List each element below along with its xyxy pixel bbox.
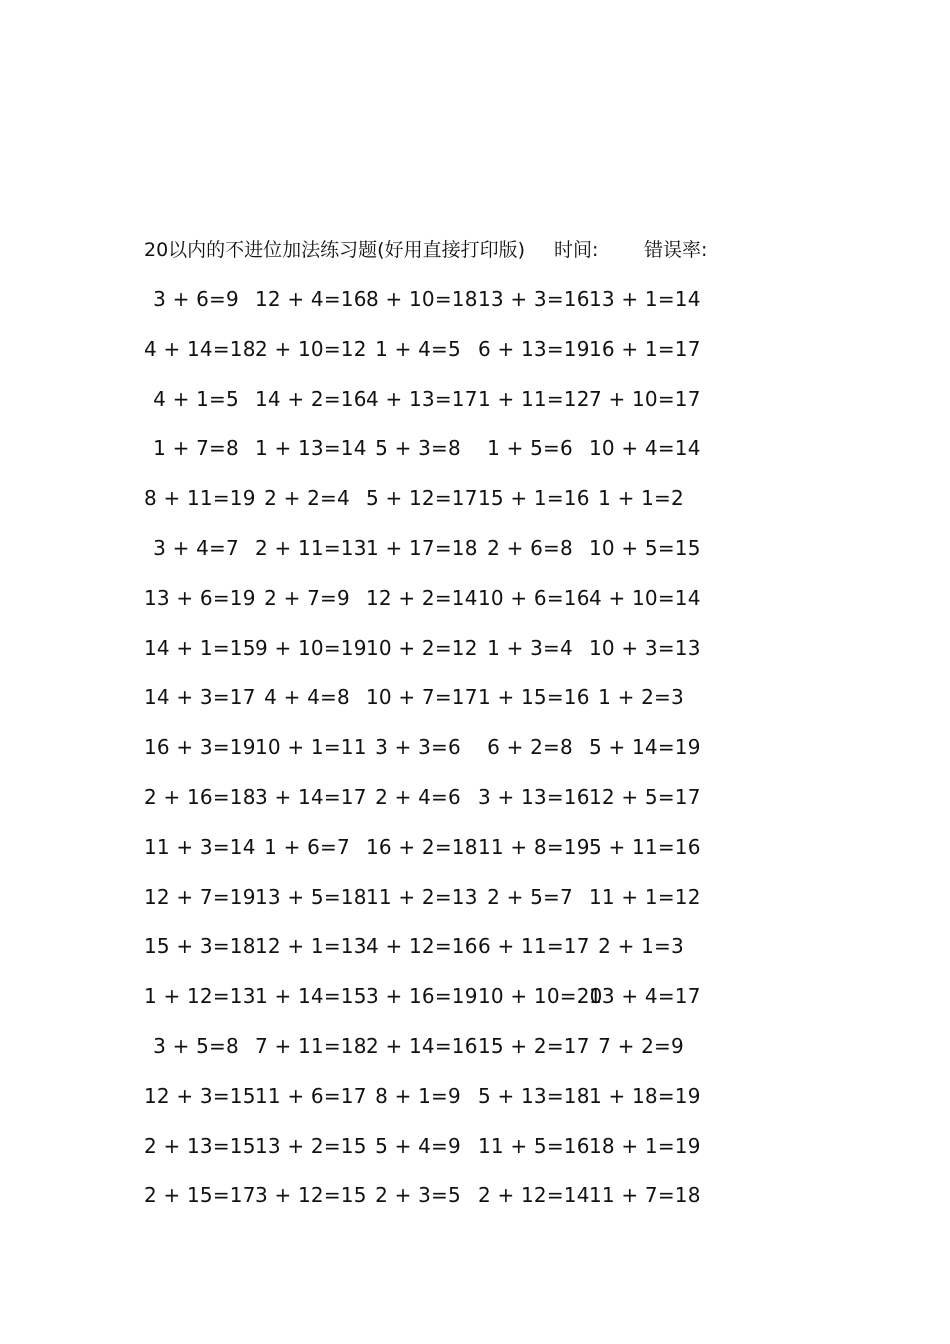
problem-item: 10 + 3=13 <box>589 635 701 660</box>
problem-item: 10 + 1=11 <box>255 735 367 760</box>
problem-item: 3 + 13=16 <box>478 785 590 809</box>
problem-item: 16 + 3=19 <box>144 735 256 760</box>
problem-item: 1 + 7=8 <box>153 436 239 461</box>
problem-item: 2 + 14=16 <box>366 1034 478 1058</box>
problem-item: 13 + 4=17 <box>589 984 701 1009</box>
problem-item: 8 + 1=9 <box>375 1083 461 1108</box>
problem-item: 15 + 2=17 <box>478 1034 590 1058</box>
problem-row <box>0 583 950 613</box>
problem-item: 11 + 8=19 <box>478 834 590 859</box>
problem-item: 2 + 3=5 <box>375 1183 461 1208</box>
problem-item: 3 + 6=9 <box>153 287 239 311</box>
problem-row <box>0 533 950 563</box>
problem-item: 1 + 6=7 <box>264 834 350 859</box>
problem-row <box>0 633 950 663</box>
problem-item: 1 + 12=13 <box>144 984 256 1009</box>
problem-item: 4 + 13=17 <box>366 386 478 411</box>
problem-item: 6 + 13=19 <box>478 336 590 361</box>
problem-item: 5 + 12=17 <box>366 486 478 511</box>
problem-item: 13 + 6=19 <box>144 585 256 610</box>
problem-item: 2 + 11=13 <box>255 536 367 560</box>
worksheet-title: 20以内的不进位加法练习题(好用直接打印版) <box>144 239 526 261</box>
problem-item: 10 + 4=14 <box>589 436 701 461</box>
problem-item: 2 + 16=18 <box>144 785 256 809</box>
problem-row <box>0 931 950 961</box>
problem-item: 4 + 12=16 <box>366 934 478 959</box>
problem-item: 1 + 3=4 <box>487 635 573 660</box>
problem-item: 7 + 2=9 <box>598 1034 684 1058</box>
problem-item: 5 + 13=18 <box>478 1083 590 1108</box>
problem-item: 6 + 11=17 <box>478 934 590 959</box>
problem-row <box>0 832 950 862</box>
problem-item: 2 + 7=9 <box>264 585 350 610</box>
problem-item: 2 + 5=7 <box>487 884 573 909</box>
problem-row <box>0 433 950 463</box>
problem-item: 11 + 7=18 <box>589 1183 701 1208</box>
time-label: 时间: <box>554 239 599 261</box>
problem-item: 14 + 1=15 <box>144 635 256 660</box>
problem-item: 13 + 2=15 <box>255 1133 367 1158</box>
problem-row <box>0 1180 950 1210</box>
problem-item: 11 + 1=12 <box>589 884 701 909</box>
problem-item: 1 + 1=2 <box>598 486 684 511</box>
problem-item: 13 + 3=16 <box>478 287 590 311</box>
problem-item: 5 + 4=9 <box>375 1133 461 1158</box>
problem-item: 12 + 3=15 <box>144 1083 256 1108</box>
problem-item: 2 + 6=8 <box>487 536 573 560</box>
problem-item: 10 + 6=16 <box>478 585 590 610</box>
problem-item: 8 + 10=18 <box>366 287 478 311</box>
problem-item: 1 + 11=12 <box>478 386 590 411</box>
problem-item: 4 + 4=8 <box>264 685 350 710</box>
problem-item: 15 + 1=16 <box>478 486 590 511</box>
problem-row <box>0 284 950 314</box>
problem-item: 10 + 10=20 <box>478 984 603 1009</box>
problem-item: 4 + 10=14 <box>589 585 701 610</box>
problem-item: 14 + 2=16 <box>255 386 367 411</box>
problem-item: 1 + 2=3 <box>598 685 684 710</box>
problem-row <box>0 682 950 712</box>
problem-item: 1 + 14=15 <box>255 984 367 1009</box>
problem-item: 5 + 3=8 <box>375 436 461 461</box>
problem-item: 9 + 10=19 <box>255 635 367 660</box>
problem-row <box>0 732 950 762</box>
problem-item: 1 + 13=14 <box>255 436 367 461</box>
problem-item: 5 + 14=19 <box>589 735 701 760</box>
problem-item: 3 + 3=6 <box>375 735 461 760</box>
problem-row <box>0 483 950 513</box>
problem-row <box>0 1131 950 1161</box>
problem-row <box>0 334 950 364</box>
problem-item: 8 + 11=19 <box>144 486 256 511</box>
problem-item: 2 + 1=3 <box>598 934 684 959</box>
problem-item: 1 + 5=6 <box>487 436 573 461</box>
problem-item: 1 + 18=19 <box>589 1083 701 1108</box>
error-rate-label: 错误率: <box>644 239 708 261</box>
problem-item: 2 + 15=17 <box>144 1183 256 1208</box>
problem-item: 12 + 7=19 <box>144 884 256 909</box>
problem-item: 13 + 1=14 <box>589 287 701 311</box>
problem-item: 2 + 4=6 <box>375 785 461 809</box>
problem-row <box>0 882 950 912</box>
problem-item: 12 + 1=13 <box>255 934 367 959</box>
problem-item: 7 + 11=18 <box>255 1034 367 1058</box>
problem-row <box>0 384 950 414</box>
problem-item: 16 + 1=17 <box>589 336 701 361</box>
problem-item: 3 + 14=17 <box>255 785 367 809</box>
problem-item: 7 + 10=17 <box>589 386 701 411</box>
problem-item: 2 + 10=12 <box>255 336 367 361</box>
problem-item: 10 + 2=12 <box>366 635 478 660</box>
problem-item: 16 + 2=18 <box>366 834 478 859</box>
problem-row <box>0 1031 950 1061</box>
problem-item: 1 + 17=18 <box>366 536 478 560</box>
problem-item: 18 + 1=19 <box>589 1133 701 1158</box>
problem-item: 3 + 16=19 <box>366 984 478 1009</box>
problem-item: 3 + 4=7 <box>153 536 239 560</box>
problem-item: 11 + 2=13 <box>366 884 478 909</box>
problem-item: 15 + 3=18 <box>144 934 256 959</box>
problem-item: 10 + 7=17 <box>366 685 478 710</box>
problem-item: 14 + 3=17 <box>144 685 256 710</box>
problem-item: 2 + 12=14 <box>478 1183 590 1208</box>
problem-item: 2 + 13=15 <box>144 1133 256 1158</box>
problem-item: 1 + 15=16 <box>478 685 590 710</box>
problem-row <box>0 782 950 812</box>
problem-item: 1 + 4=5 <box>375 336 461 361</box>
problem-item: 3 + 12=15 <box>255 1183 367 1208</box>
problem-row <box>0 981 950 1011</box>
problem-item: 12 + 5=17 <box>589 785 701 809</box>
problem-item: 2 + 2=4 <box>264 486 350 511</box>
problem-row <box>0 1081 950 1111</box>
problem-item: 3 + 5=8 <box>153 1034 239 1058</box>
problem-item: 6 + 2=8 <box>487 735 573 760</box>
problem-item: 12 + 2=14 <box>366 585 478 610</box>
problem-item: 11 + 5=16 <box>478 1133 590 1158</box>
problem-item: 11 + 6=17 <box>255 1083 367 1108</box>
problem-item: 5 + 11=16 <box>589 834 701 859</box>
problem-item: 10 + 5=15 <box>589 536 701 560</box>
problem-item: 12 + 4=16 <box>255 287 367 311</box>
problem-item: 4 + 1=5 <box>153 386 239 411</box>
problem-item: 4 + 14=18 <box>144 336 256 361</box>
problem-item: 13 + 5=18 <box>255 884 367 909</box>
problem-item: 11 + 3=14 <box>144 834 256 859</box>
